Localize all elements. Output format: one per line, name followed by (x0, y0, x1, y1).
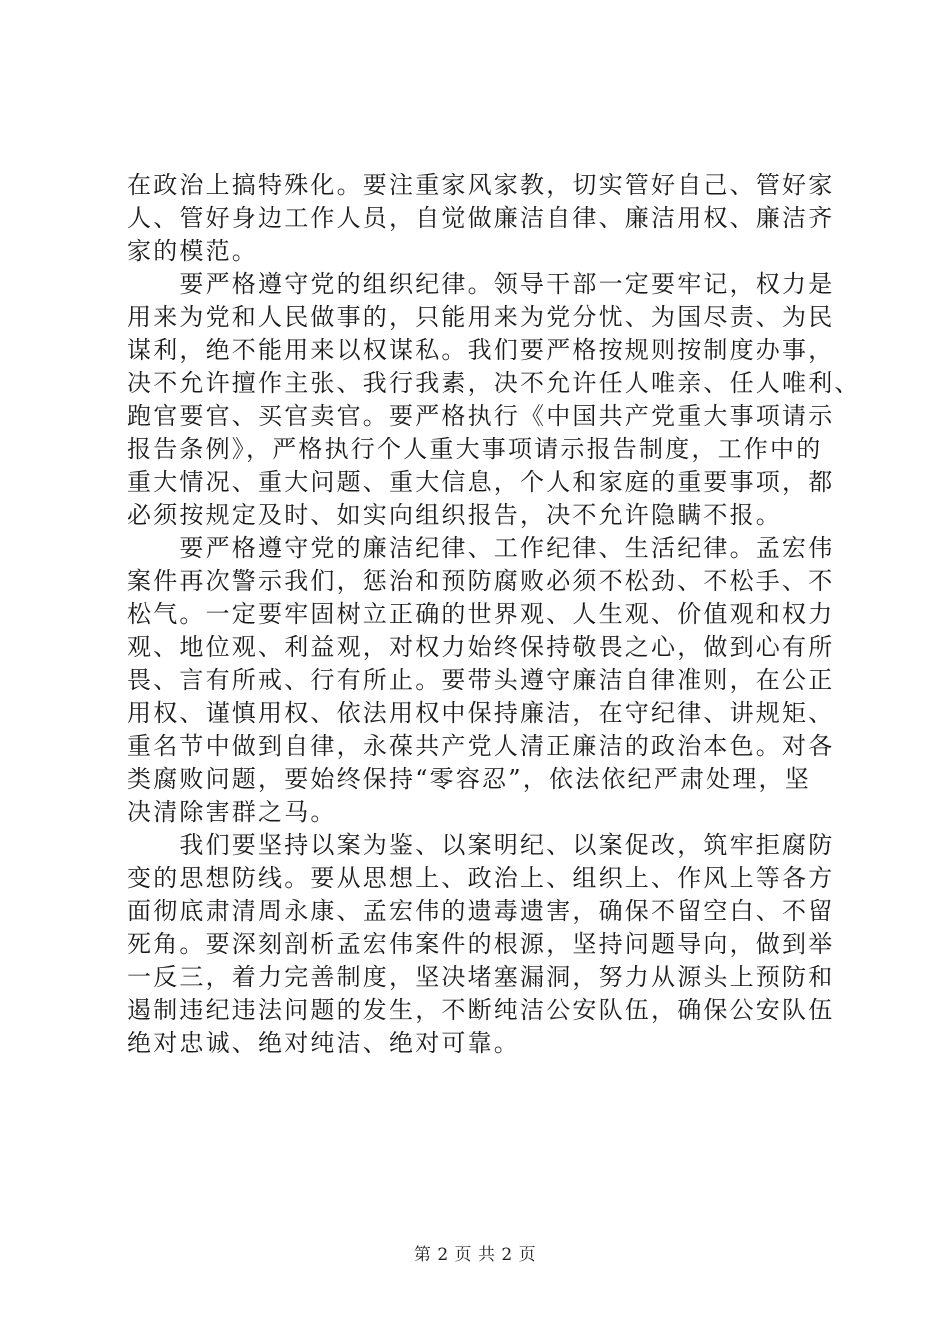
text-line: 我们要坚持以案为鉴、以案明纪、以案促改，筑牢拒腐防 (127, 831, 835, 859)
text-line: 类腐败问题，要始终保持“零容忍”，依法依纪严肃处理，坚 (127, 765, 811, 793)
text-line: 用来为党和人民做事的，只能用来为党分忧、为国尽责、为民 (127, 303, 835, 331)
text-line: 观、地位观、利益观，对权力始终保持敬畏之心，做到心有所 (127, 633, 835, 661)
text-line: 遏制违纪违法问题的发生，不断纯洁公安队伍，确保公安队伍 (127, 996, 835, 1024)
text-line: 要严格遵守党的组织纪律。领导干部一定要牢记，权力是 (127, 270, 835, 298)
text-line: 报告条例》，严格执行个人重大事项请示报告制度，工作中的 (127, 435, 823, 463)
text-line: 变的思想防线。要从思想上、政治上、组织上、作风上等各方 (127, 864, 835, 892)
text-line: 案件再次警示我们，惩治和预防腐败必须不松劲、不松手、不 (127, 567, 835, 595)
text-line: 重大情况、重大问题、重大信息，个人和家庭的重要事项，都 (127, 468, 835, 496)
text-line: 谋利，绝不能用来以权谋私。我们要严格按规则按制度办事， (127, 336, 835, 364)
text-line: 重名节中做到自律，永葆共产党人清正廉洁的政治本色。对各 (127, 732, 835, 760)
body-text (127, 169, 861, 1060)
text-line: 人、管好身边工作人员，自觉做廉洁自律、廉洁用权、廉洁齐 (127, 204, 835, 232)
text-line: 家的模范。 (127, 237, 258, 265)
text-line: 畏、言有所戒、行有所止。要带头遵守廉洁自律准则，在公正 (127, 666, 835, 694)
text-line: 在政治上搞特殊化。要注重家风家教，切实管好自己、管好家 (127, 171, 835, 199)
text-line: 要严格遵守党的廉洁纪律、工作纪律、生活纪律。孟宏伟 (127, 534, 835, 562)
text-line: 必须按规定及时、如实向组织报告，决不允许隐瞒不报。 (127, 501, 782, 529)
text-line: 面彻底肃清周永康、孟宏伟的遗毒遗害，确保不留空白、不留 (127, 897, 835, 925)
text-line: 死角。要深刻剖析孟宏伟案件的根源，坚持问题导向，做到举 (127, 930, 835, 958)
text-line: 决清除害群之马。 (127, 798, 337, 826)
text-line: 一反三，着力完善制度，坚决堵塞漏洞，努力从源头上预防和 (127, 963, 835, 991)
text-line: 绝对忠诚、绝对纯洁、绝对可靠。 (127, 1029, 520, 1057)
page-number-footer: 第 2 页 共 2 页 (413, 1245, 537, 1265)
text-line: 松气。一定要牢固树立正确的世界观、人生观、价值观和权力 (127, 600, 835, 628)
text-line: 决不允许擅作主张、我行我素，决不允许任人唯亲、任人唯利、 (127, 369, 861, 397)
text-line: 用权、谨慎用权、依法用权中保持廉洁，在守纪律、讲规矩、 (127, 699, 835, 727)
text-line: 跑官要官、买官卖官。要严格执行《中国共产党重大事项请示 (127, 402, 835, 430)
